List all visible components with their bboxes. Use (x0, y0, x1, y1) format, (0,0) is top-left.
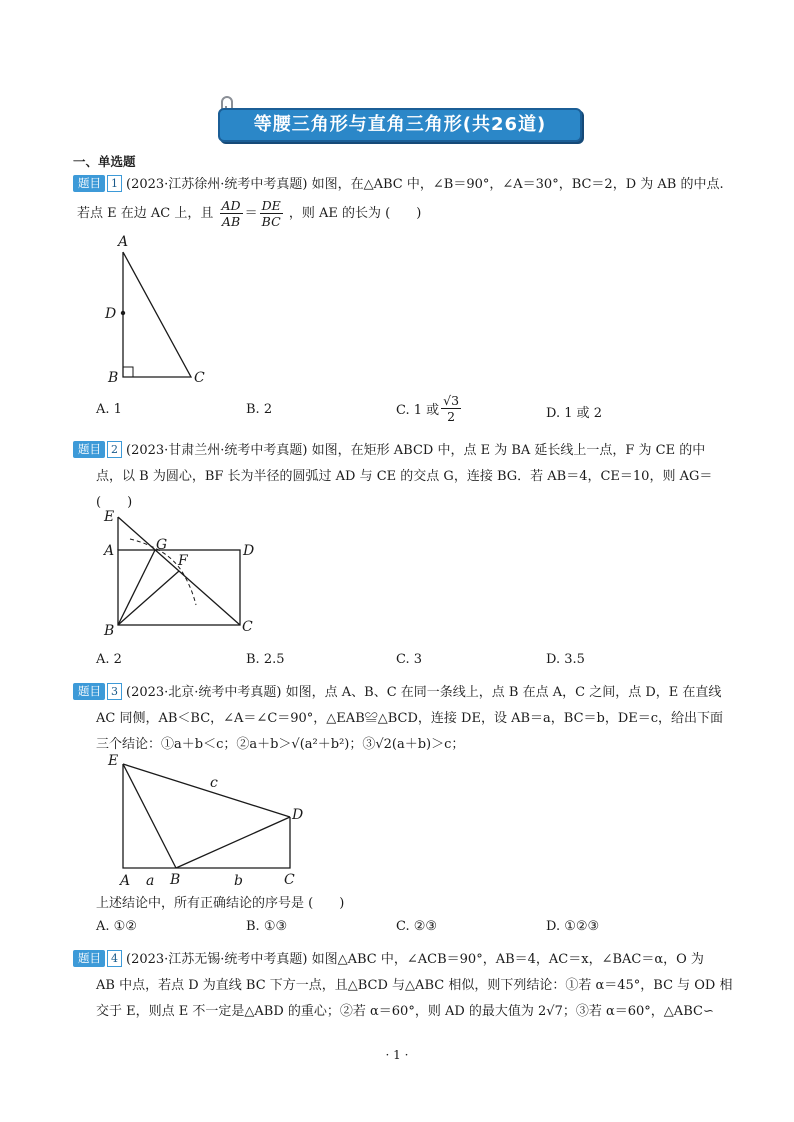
page-title: 等腰三角形与直角三角形(共26道) (218, 108, 582, 142)
question-1-text-1: (2023·江苏徐州·统考中考真题) 如图，在△ABC 中，∠B＝90°，∠A＝30°，BC＝2，D 为 AB 的中点. (126, 177, 724, 192)
question-badge: 题目 (73, 175, 105, 192)
option-b[interactable]: B. 2 (246, 402, 273, 417)
question-1-text-2a: 若点 E 在边 AC 上，且 (77, 206, 214, 221)
fig3-label-b-side: b (234, 873, 243, 889)
figure-q2-rectangle (100, 505, 270, 645)
title-banner (214, 104, 584, 142)
option-d[interactable]: D. 1 或 2 (546, 406, 603, 421)
question-4-text-1: (2023·江苏无锡·统考中考真题) 如图△ABC 中，∠ACB＝90°，AB＝4，AC＝x，∠BAC＝α，O 为 (126, 952, 704, 967)
option-a[interactable]: A. 1 (96, 402, 122, 417)
question-2-line-1 (73, 438, 733, 464)
question-number: 3 (107, 683, 122, 700)
fig2-label-b: B (104, 623, 115, 639)
fig2-label-c: C (242, 619, 253, 635)
option-b[interactable]: B. 2.5 (246, 652, 285, 667)
equals-sign: ＝ (244, 206, 258, 221)
section-heading: 一、单选题 (73, 154, 136, 169)
question-4 (73, 947, 733, 1025)
question-2-text-1: (2023·甘肃兰州·统考中考真题) 如图，在矩形 ABCD 中，点 E 为 BA 延长线上一点，F 为 CE 的中 (126, 443, 706, 458)
option-d[interactable]: D. 3.5 (546, 652, 585, 667)
question-2-text-3: ( ) (96, 495, 133, 510)
option-c[interactable]: C. 3 (396, 652, 423, 667)
fig2-label-a: A (104, 543, 115, 559)
option-c[interactable]: C. ②③ (396, 919, 438, 934)
question-3-text-1: (2023·北京·统考中考真题) 如图，点 A、B、C 在同一条线上，点 B 在点 A，C 之间，点 D，E 在直线 (126, 685, 722, 700)
question-number: 4 (107, 950, 122, 967)
fig1-label-b: B (108, 370, 119, 386)
fig1-label-a: A (118, 234, 129, 250)
question-1 (73, 172, 733, 229)
fraction-ad-ab: $\frac{AD}{AB}$ (221, 198, 241, 229)
question-3-text-2: AC 同侧，AB＜BC，∠A＝∠C＝90°，△EAB≌△BCD，连接 DE，设 AB＝a，BC＝b，DE＝c，给出下面 (96, 711, 724, 726)
option-d[interactable]: D. ①②③ (546, 919, 600, 934)
fig3-label-a-side: a (146, 873, 155, 889)
fraction-de-bc: $\frac{DE}{BC}$ (261, 198, 281, 229)
fig2-label-f: F (178, 553, 188, 569)
option-b[interactable]: B. ①③ (246, 919, 288, 934)
page-number: · 1 · (385, 1048, 409, 1062)
fig3-label-b: B (170, 872, 181, 888)
fig2-label-e: E (104, 509, 115, 525)
question-3-text-3: 三个结论：①a＋b＜c；②a＋b＞√(a²＋b²)；③√2(a＋b)＞c； (96, 737, 465, 752)
question-4-text-3: 交于 E，则点 E 不一定是△ABD 的重心；②若 α＝60°，则 AD 的最大值为 2√7；③若 α＝60°，△ABC∽ (96, 1004, 714, 1019)
question-4-text-2: AB 中点，若点 D 为直线 BC 下方一点，且△BCD 与△ABC 相似，则下列结论：①若 α＝45°，BC 与 OD 相 (96, 978, 733, 993)
option-a[interactable]: A. 2 (96, 652, 122, 667)
fig1-label-c: C (194, 370, 205, 386)
question-badge: 题目 (73, 950, 105, 967)
fig1-label-d: D (105, 306, 117, 322)
question-3 (73, 680, 733, 758)
fig2-label-d: D (243, 543, 255, 559)
question-4-line-1 (73, 947, 733, 973)
fig2-label-g: G (156, 537, 168, 553)
fig3-label-d: D (292, 807, 304, 823)
fig3-label-a: A (120, 873, 131, 889)
question-1-line-1 (73, 172, 733, 198)
question-3-line-1 (73, 680, 733, 706)
question-3-prompt: 上述结论中，所有正确结论的序号是 ( ) (96, 896, 345, 911)
option-c[interactable]: C. 1 或 $\frac{√3}{2}$ (396, 393, 460, 424)
question-number: 2 (107, 441, 122, 458)
figure-q1-triangle (100, 230, 220, 390)
question-1-text-2b: ，则 AE 的长为 ( ) (288, 206, 422, 221)
fig3-label-e: E (108, 753, 119, 769)
fig3-label-c-side: c (210, 775, 218, 791)
question-2-text-2: 点，以 B 为圆心，BF 长为半径的圆弧过 AD 与 CE 的交点 G，连接 BG．若 AB＝4，CE＝10，则 AG＝ (96, 469, 713, 484)
question-badge: 题目 (73, 683, 105, 700)
question-badge: 题目 (73, 441, 105, 458)
figure-q3-trapezoid (106, 750, 316, 890)
option-a[interactable]: A. ①② (96, 919, 137, 934)
question-1-line-2 (73, 198, 733, 229)
fig3-label-c: C (284, 872, 295, 888)
question-number: 1 (107, 175, 122, 192)
